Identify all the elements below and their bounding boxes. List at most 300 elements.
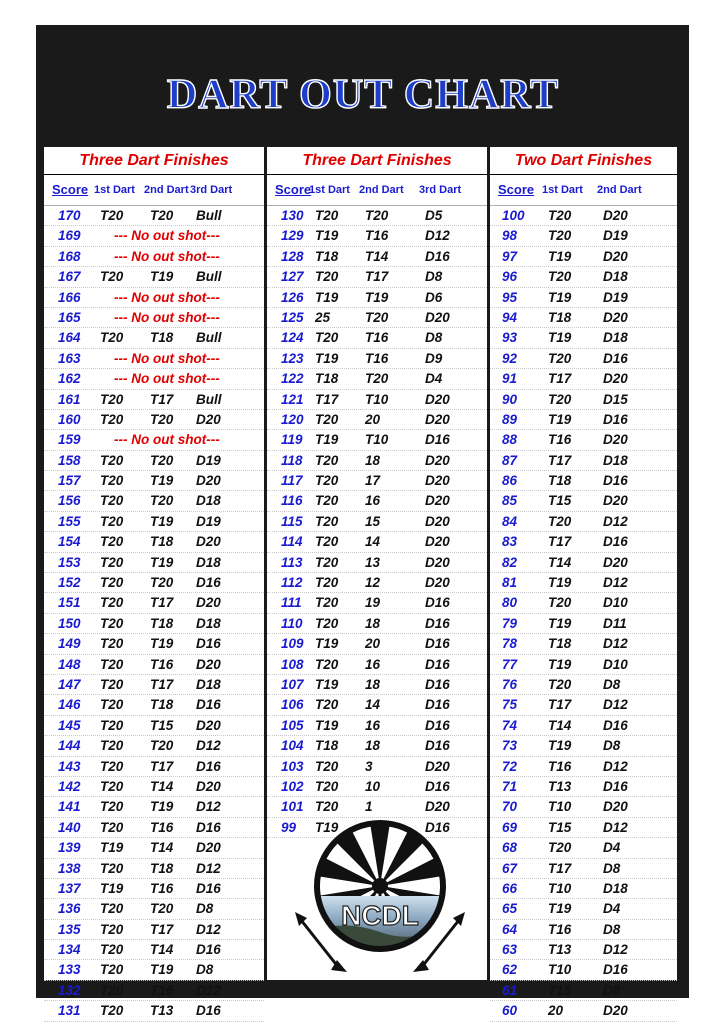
dart-cell: T20 (100, 636, 124, 652)
table-row (490, 471, 677, 491)
dart-cell: D10 (603, 595, 628, 611)
dart-cell: D15 (603, 391, 628, 407)
ncdl-logo (287, 808, 473, 972)
table-row (490, 777, 677, 797)
table-row (44, 960, 264, 980)
dart-cell: D8 (603, 738, 621, 754)
table-row (490, 491, 677, 511)
dart-cell: D16 (425, 717, 450, 733)
dart-cell: T18 (315, 371, 339, 387)
table-row (44, 267, 264, 287)
dart-cell: T20 (315, 452, 339, 468)
dart-cell: D8 (603, 921, 621, 937)
score-cell: 133 (58, 962, 81, 978)
score-cell: 146 (58, 697, 81, 713)
dart-cell: T19 (315, 717, 339, 733)
dart-cell: D16 (196, 1003, 221, 1019)
dart-cell: D16 (425, 432, 450, 448)
table-row (490, 655, 677, 675)
dart-cell: D16 (425, 738, 450, 754)
score-cell: 65 (502, 901, 518, 917)
table-row (490, 288, 677, 308)
score-cell: 96 (502, 269, 518, 285)
score-cell: 141 (58, 799, 81, 815)
table-row (490, 532, 677, 552)
table-row (44, 777, 264, 797)
dart-cell: D16 (196, 697, 221, 713)
dart-cell: T16 (365, 228, 389, 244)
dart-cell: T20 (315, 778, 339, 794)
dart-cell: D4 (425, 371, 443, 387)
dart-cell: D8 (425, 269, 443, 285)
dart-cell: T20 (150, 738, 174, 754)
dart-cell: D20 (425, 554, 450, 570)
dart-cell: T18 (548, 473, 572, 489)
dart-cell: D20 (196, 411, 221, 427)
dart-cell: D20 (425, 493, 450, 509)
dart-cell: T19 (150, 513, 174, 529)
score-cell: 142 (58, 778, 81, 794)
score-cell: 163 (58, 350, 81, 366)
dart-cell: D20 (196, 656, 221, 672)
score-cell: 145 (58, 717, 81, 733)
score-cell: 104 (281, 738, 304, 754)
score-cell: 110 (281, 615, 303, 631)
dart-cell: T19 (548, 615, 572, 631)
score-cell: 83 (502, 534, 518, 550)
dart-cell: T20 (100, 942, 124, 958)
dart-cell: 14 (365, 534, 381, 550)
dart-cell: T20 (100, 208, 124, 223)
dart-cell: D19 (603, 289, 628, 305)
dart-cell: T19 (315, 636, 339, 652)
dart-cell: D6 (425, 289, 443, 305)
dart-cell: D12 (603, 513, 628, 529)
dart-cell: D12 (196, 860, 221, 876)
table-row (267, 695, 487, 715)
two-dart-column (490, 147, 677, 1019)
dart-cell: T13 (150, 1003, 174, 1019)
table-row (267, 288, 487, 308)
score-cell: 165 (58, 309, 81, 325)
dart-cell: T20 (100, 901, 124, 917)
dart-cell: 14 (365, 697, 381, 713)
table-row (490, 920, 677, 940)
score-cell: 81 (502, 575, 518, 591)
dart-cell: T20 (548, 595, 572, 611)
table-row (267, 471, 487, 491)
dart-cell: Bull (196, 208, 222, 223)
dart-cell: T18 (150, 697, 174, 713)
score-cell: 122 (281, 371, 304, 387)
dart-header: 3rd Dart (190, 184, 233, 196)
dart-cell: D16 (425, 676, 450, 692)
dart-cell: T20 (548, 269, 572, 285)
dart-cell: D16 (425, 248, 450, 264)
table-row (490, 206, 677, 226)
dart-cell: T17 (150, 391, 174, 407)
dart-cell: 20 (365, 411, 381, 427)
table-row (44, 634, 264, 654)
score-cell: 95 (502, 289, 518, 305)
score-cell: 85 (502, 493, 518, 509)
table-row (44, 675, 264, 695)
dart-cell: T15 (548, 493, 572, 509)
score-cell: 126 (281, 289, 304, 305)
dart-cell: D12 (603, 575, 628, 591)
dart-cell: T14 (365, 248, 389, 264)
dart-cell: T20 (100, 411, 124, 427)
score-cell: 93 (502, 330, 518, 346)
dart-cell: 18 (365, 676, 381, 692)
table-row (44, 573, 264, 593)
dart-cell: T10 (548, 799, 572, 815)
dart-cell: T19 (150, 473, 174, 489)
dart-cell: D20 (425, 758, 450, 774)
table-row (490, 451, 677, 471)
dart-cell: D8 (603, 860, 621, 876)
page-title-graphic (153, 60, 573, 130)
score-cell: 157 (58, 473, 81, 489)
table-row (44, 1001, 264, 1021)
dart-cell: D16 (603, 534, 628, 550)
dart-header: 1st Dart (309, 184, 350, 196)
score-cell: 161 (58, 391, 81, 407)
table-row (44, 288, 264, 308)
dart-cell: D20 (196, 840, 221, 856)
dart-cell: T16 (150, 880, 174, 896)
dart-cell: T20 (100, 717, 124, 733)
score-header: Score (52, 182, 89, 197)
score-cell: 105 (281, 717, 304, 733)
dart-cell: T20 (100, 473, 124, 489)
dart-cell: T20 (365, 208, 389, 223)
dart-cell: D8 (196, 962, 214, 978)
score-cell: 147 (58, 676, 81, 692)
dart-cell: D20 (196, 717, 221, 733)
dart-cell: T20 (315, 615, 339, 631)
table-row (490, 512, 677, 532)
table-row (490, 553, 677, 573)
dart-cell: D20 (425, 575, 450, 591)
dart-cell: T20 (100, 391, 124, 407)
score-cell: 135 (58, 921, 81, 937)
dart-cell: T20 (548, 208, 572, 223)
dart-cell: D20 (603, 799, 628, 815)
dart-cell: D19 (196, 452, 221, 468)
table-row (267, 777, 487, 797)
dart-cell: T19 (548, 289, 572, 305)
score-cell: 143 (58, 758, 81, 774)
table-row (44, 532, 264, 552)
dart-cell: 17 (365, 473, 381, 489)
dart-cell: Bull (196, 330, 222, 346)
dart-cell: D20 (425, 473, 450, 489)
score-cell: 156 (58, 493, 81, 509)
dart-cell: 18 (365, 452, 381, 468)
score-cell: 78 (502, 636, 518, 652)
dart-cell: D12 (603, 942, 628, 958)
dart-cell: D20 (425, 391, 450, 407)
dart-cell: T20 (100, 962, 124, 978)
dart-cell: D8 (425, 330, 443, 346)
page-title: DART OUT CHART (166, 72, 559, 118)
dart-cell: T20 (150, 575, 174, 591)
score-cell: 148 (58, 656, 81, 672)
dart-cell: T16 (150, 982, 174, 998)
table-row (44, 818, 264, 838)
table-row (44, 655, 264, 675)
table-row (44, 859, 264, 879)
table-row (44, 716, 264, 736)
three-dart-column-1 (44, 147, 264, 1019)
table-row (490, 818, 677, 838)
dart-cell: T20 (150, 901, 174, 917)
dart-cell: T17 (548, 697, 572, 713)
dart-cell: T19 (548, 248, 572, 264)
dart-cell: D19 (603, 228, 628, 244)
dart-cell: T20 (100, 615, 124, 631)
dart-cell: D20 (603, 493, 628, 509)
dart-cell: T20 (100, 1003, 124, 1019)
table-row (490, 369, 677, 389)
score-cell: 124 (281, 330, 304, 346)
table-row (44, 797, 264, 817)
score-cell: 123 (281, 350, 304, 366)
dart-cell: D20 (425, 513, 450, 529)
score-cell: 64 (502, 921, 518, 937)
score-cell: 62 (502, 962, 518, 978)
score-cell: 71 (502, 778, 518, 794)
no-out-shot-note: --- No out shot--- (114, 350, 220, 366)
score-cell: 151 (58, 595, 81, 611)
dart-cell: T20 (548, 350, 572, 366)
dart-cell: T20 (100, 738, 124, 754)
score-cell: 159 (58, 432, 81, 448)
dart-cell: 18 (365, 738, 381, 754)
dart-cell: D16 (425, 636, 450, 652)
dart-cell: 18 (365, 615, 381, 631)
score-cell: 166 (58, 289, 81, 305)
table-row (267, 390, 487, 410)
dart-cell: T20 (100, 575, 124, 591)
table-row (44, 614, 264, 634)
score-cell: 138 (58, 860, 81, 876)
dart-cell: D16 (603, 350, 628, 366)
column-header: Three Dart Finishes (44, 147, 264, 175)
dart-cell: T20 (315, 595, 339, 611)
dart-cell: T20 (100, 778, 124, 794)
dart-cell: T20 (100, 982, 124, 998)
dart-cell: 16 (365, 656, 381, 672)
score-cell: 158 (58, 452, 81, 468)
dart-cell: D20 (425, 534, 450, 550)
table-row (267, 634, 487, 654)
dart-cell: T20 (315, 493, 339, 509)
sub-header-row (267, 175, 487, 206)
dart-cell: D16 (603, 717, 628, 733)
dart-cell: D8 (603, 676, 621, 692)
table-row (44, 247, 264, 267)
score-cell: 89 (502, 411, 518, 427)
dart-cell: 13 (365, 554, 381, 570)
score-cell: 140 (58, 819, 81, 835)
table-row (490, 593, 677, 613)
score-cell: 127 (281, 269, 304, 285)
dart-cell: D20 (603, 248, 628, 264)
score-cell: 74 (502, 717, 518, 733)
dart-cell: 25 (315, 309, 331, 325)
dart-cell: T14 (548, 717, 572, 733)
dart-cell: T14 (150, 840, 174, 856)
score-cell: 91 (502, 371, 518, 387)
dart-cell: T20 (365, 371, 389, 387)
table-row (267, 247, 487, 267)
score-cell: 108 (281, 656, 304, 672)
dart-cell: T13 (548, 778, 572, 794)
score-cell: 168 (58, 248, 81, 264)
dart-cell: T20 (315, 575, 339, 591)
score-cell: 128 (281, 248, 304, 264)
no-out-shot-note: --- No out shot--- (114, 371, 220, 387)
dart-cell: T20 (150, 452, 174, 468)
column-header: Two Dart Finishes (490, 147, 677, 175)
score-cell: 98 (502, 228, 518, 244)
table-row (490, 410, 677, 430)
dart-cell: T19 (548, 901, 572, 917)
table-row (490, 899, 677, 919)
score-cell: 132 (58, 982, 81, 998)
dart-cell: T20 (100, 452, 124, 468)
dart-cell: T20 (548, 676, 572, 692)
dart-cell: D12 (196, 921, 221, 937)
dart-cell: T19 (315, 676, 339, 692)
dart-cell: D18 (196, 493, 221, 509)
score-cell: 149 (58, 636, 81, 652)
table-row (44, 226, 264, 246)
score-cell: 109 (281, 636, 304, 652)
table-row (490, 634, 677, 654)
dart-cell: D16 (425, 595, 450, 611)
dart-cell: T18 (150, 860, 174, 876)
dart-cell: T20 (315, 208, 339, 223)
table-row (490, 940, 677, 960)
score-cell: 160 (58, 411, 81, 427)
dart-cell: D16 (425, 819, 450, 835)
dart-cell: D20 (603, 208, 628, 223)
score-cell: 162 (58, 371, 81, 387)
score-cell: 102 (281, 778, 304, 794)
dart-cell: T20 (315, 799, 339, 815)
score-cell: 169 (58, 228, 81, 244)
table-row (267, 328, 487, 348)
dart-cell: D16 (603, 473, 628, 489)
dart-cell: T14 (150, 942, 174, 958)
table-row (267, 675, 487, 695)
score-cell: 103 (281, 758, 304, 774)
dart-cell: T19 (548, 575, 572, 591)
table-row (44, 308, 264, 328)
score-cell: 94 (502, 309, 518, 325)
dart-cell: T17 (315, 391, 339, 407)
score-cell: 130 (281, 208, 304, 223)
score-cell: 119 (281, 432, 303, 448)
table-row (44, 369, 264, 389)
score-cell: 106 (281, 697, 304, 713)
dart-cell: T20 (100, 269, 124, 285)
dart-cell: T18 (315, 738, 339, 754)
dart-cell: T20 (100, 513, 124, 529)
dart-cell: 12 (365, 575, 381, 591)
table-row (44, 695, 264, 715)
score-cell: 73 (502, 738, 518, 754)
dart-cell: T17 (150, 676, 174, 692)
dart-cell: T19 (315, 350, 339, 366)
table-row (267, 716, 487, 736)
dart-cell: D12 (603, 636, 628, 652)
title-banner (36, 60, 689, 130)
dart-cell: D12 (196, 982, 221, 998)
score-cell: 139 (58, 840, 81, 856)
dart-cell: T18 (150, 615, 174, 631)
dart-cell: 10 (365, 778, 381, 794)
dart-header: 1st Dart (94, 184, 135, 196)
score-cell: 61 (502, 982, 518, 998)
score-cell: 154 (58, 534, 81, 550)
dart-cell: D20 (196, 473, 221, 489)
dart-cell: T20 (150, 208, 174, 223)
table-row (44, 430, 264, 450)
dart-cell: T20 (315, 411, 339, 427)
table-row (267, 553, 487, 573)
dart-cell: T20 (315, 554, 339, 570)
dart-cell: D16 (603, 962, 628, 978)
table-row (267, 532, 487, 552)
dart-cell: D18 (196, 676, 221, 692)
table-row (490, 226, 677, 246)
table-row (44, 328, 264, 348)
score-cell: 150 (58, 615, 81, 631)
dart-cell: T20 (100, 595, 124, 611)
dart-cell: T20 (548, 228, 572, 244)
dart-cell: T18 (315, 248, 339, 264)
score-cell: 80 (502, 595, 518, 611)
dart-cell: 16 (365, 493, 381, 509)
dart-cell: T20 (100, 697, 124, 713)
dart-cell: T20 (100, 819, 124, 835)
dart-cell: T20 (100, 758, 124, 774)
score-cell: 113 (281, 554, 303, 570)
dart-cell: D20 (196, 778, 221, 794)
score-cell: 137 (58, 880, 81, 896)
dart-cell: D20 (603, 1003, 628, 1019)
score-cell: 86 (502, 473, 518, 489)
dart-cell: D20 (603, 309, 628, 325)
dart-cell: T20 (100, 676, 124, 692)
table-row (44, 410, 264, 430)
dart-cell: T16 (150, 656, 174, 672)
sub-header-row (44, 175, 264, 206)
no-out-shot-note: --- No out shot--- (114, 309, 220, 325)
dart-cell: T20 (150, 411, 174, 427)
dart-cell: D18 (603, 269, 628, 285)
dart-cell: D5 (425, 208, 443, 223)
table-row (44, 899, 264, 919)
table-row (44, 920, 264, 940)
score-cell: 72 (502, 758, 518, 774)
table-row (490, 1001, 677, 1021)
table-row (44, 553, 264, 573)
